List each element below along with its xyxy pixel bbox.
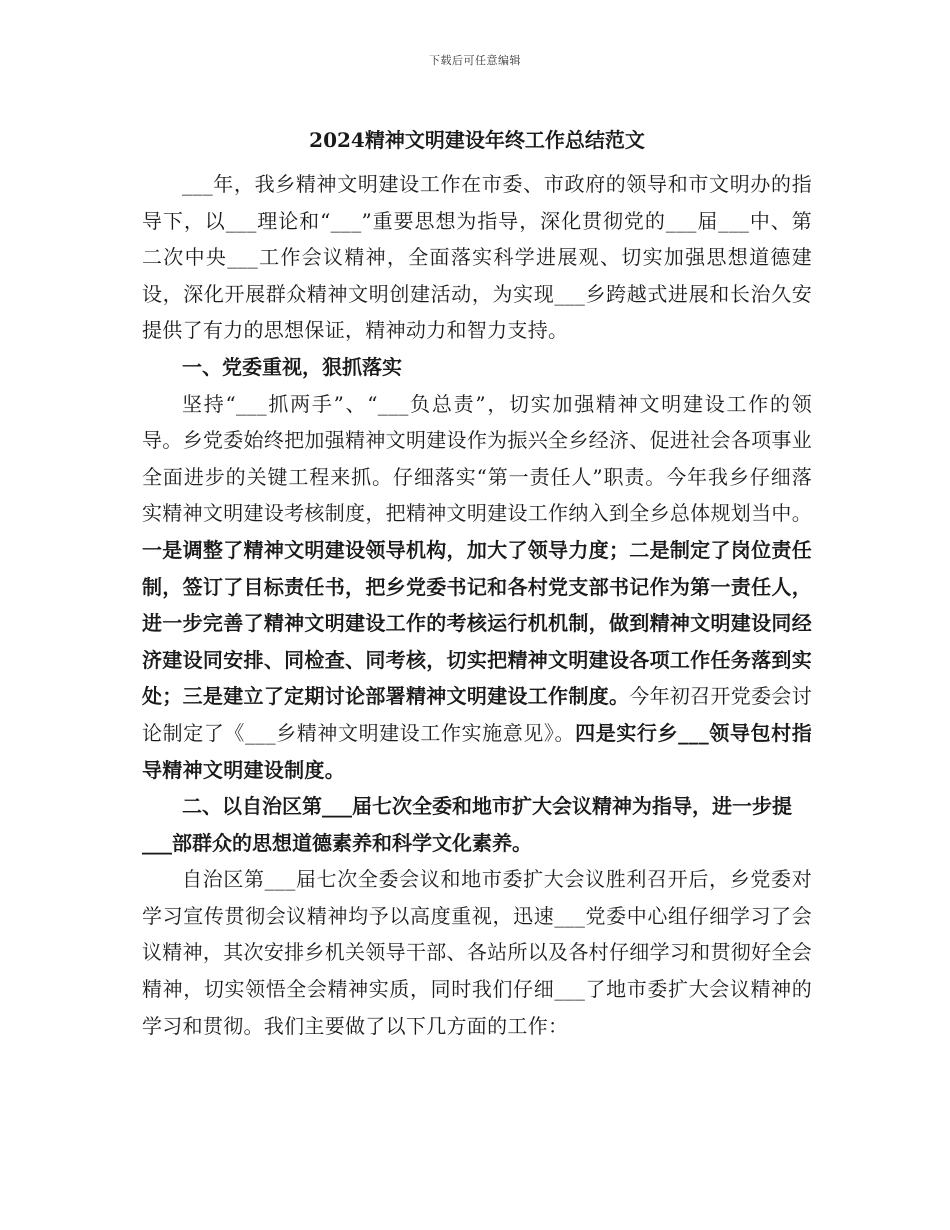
section-2-heading: 二、以自治区第___届七次全委和地市扩大会议精神为指导，进一步提___部群众的思想道德素养和科学文化素养。 (142, 794, 792, 855)
section-1-heading: 一、党委重视，狠抓落实 (182, 354, 402, 379)
section-2-paragraph: 自治区第___届七次全委会议和地市委扩大会议胜利召开后，乡党委对学习宣传贯彻会议精神均予以高度重视，迅速___党委中心组仔细学习了会议精神，其次安排乡机关领导干部、各站所以及各村仔细学习和贯彻好全会精神，切实领悟全会精神实质，同时我们仔细___了地市委扩大会议精神的学习和贯彻。我们主要做了以下几方面的工作： (142, 867, 812, 1038)
section-1-text-normal: 坚持“___抓两手”、“___负总责”，切实加强精神文明建设工作的领导。乡党委始终把加强精神文明建设作为振兴全乡经济、促进社会各项事业全面进步的关键工程来抓。仔细落实“第一责任人”职责。今年我乡仔细落实精神文明建设考核制度，把精神文明建设工作纳入到全乡总体规划当中。 (142, 391, 812, 526)
section-1-text-normal-2: 今年初召开党委会讨论制定了《___乡精神文明建设工作实施意见》。 (142, 684, 813, 745)
section-1-text-bold: 一是调整了精神文明建设领导机构，加大了领导力度；二是制定了岗位责任制，签订了目标责任书，把乡党委书记和各村党支部书记作为第一责任人，进一步完善了精神文明建设工作的考核运行机机制，做到精神文明建设同经济建设同安排、同检查、同考核，切实把精神文明建设各项工作任务落到实处；三是建立了定期讨论部署精神文明建设工作制度。 (142, 537, 812, 709)
intro-paragraph: ___年，我乡精神文明建设工作在市委、市政府的领导和市文明办的指导下，以___理论和“___”重要思想为指导，深化贯彻党的___届___中、第二次中央___工作会议精神，全面落实科学进展观、切实加强思想道德建设，深化开展群众精神文明创建活动，为实现___乡跨越式进展和长治久安提供了有力的思想保证，精神动力和智力支持。 (142, 172, 812, 343)
header-note: 下载后可任意编辑 (429, 54, 521, 67)
section-1-text-bold-2: 四是实行乡___领导包村指导精神文明建设制度。 (142, 720, 812, 782)
document-body (142, 122, 812, 1044)
section-1-paragraph (142, 386, 812, 789)
document-title: 2024精神文明建设年终工作总结范文 (309, 128, 645, 152)
